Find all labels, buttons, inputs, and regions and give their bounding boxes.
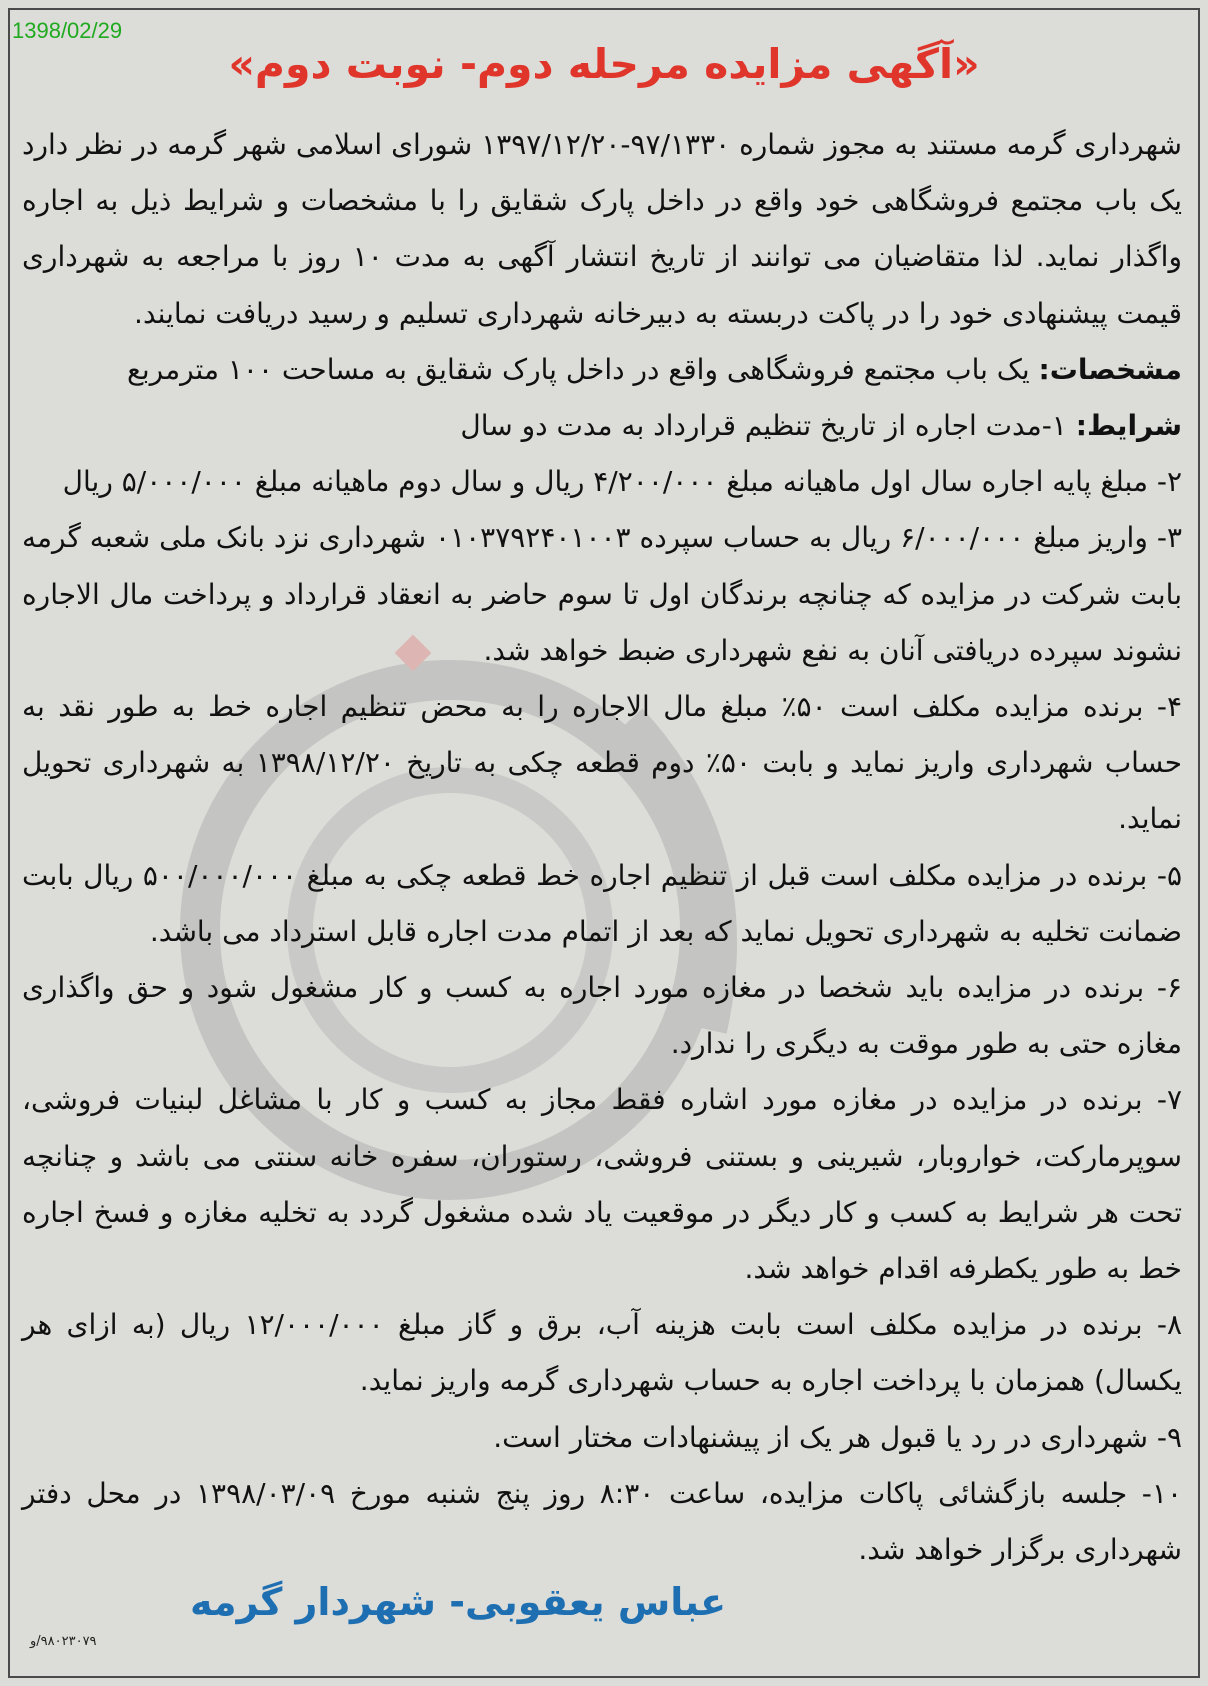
reference-code: ۹۸۰۲۳۰۷۹/و — [30, 1634, 97, 1649]
condition-item: ۷- برنده در مزایده در مغازه مورد اشاره فقط مجاز به کسب و کار با مشاغل لبنیات فروشی، سوپرمارکت، خواروبار، شیرینی و بستنی فروشی، رستوران، سفره خانه سنتی می باشد و چنانچه تحت هر شرایط به کسب و کار دیگر در موقعیت یاد شده مشغول گردد به تخلیه مغازه و فسخ اجاره خط به طور یکطرفه اقدام خواهد شد. — [22, 1083, 1182, 1286]
specs-paragraph — [22, 342, 1182, 398]
condition-item: ۵- برنده در مزایده مکلف است قبل از تنظیم اجاره خط قطعه چکی به مبلغ ۵۰۰/۰۰۰/۰۰۰ ریال بابت ضمانت تخلیه به شهرداری تحویل نماید که بعد از اتمام مدت اجاره قابل استرداد می باشد. — [22, 858, 1182, 948]
conditions-label: شرایط: — [1075, 409, 1182, 443]
condition-item: ۲- مبلغ پایه اجاره سال اول ماهیانه مبلغ ۴/۲۰۰/۰۰۰ ریال و سال دوم ماهیانه مبلغ ۵/۰۰۰/۰۰۰ ریال — [62, 465, 1182, 499]
intro-paragraph: شهرداری گرمه مستند به مجوز شماره ۹۷/۱۳۳۰-۱۳۹۷/۱۲/۲۰ شورای اسلامی شهر گرمه در نظر دارد یک باب مجتمع فروشگاهی خود واقع در داخل پارک شقایق را با مشخصات و شرایط ذیل به اجاره واگذار نماید. لذا متقاضیان می توانند از تاریخ انتشار آگهی به مدت ۱۰ روز با مراجعه به شهرداری قیمت پیشنهادی خود را در پاکت دربسته به دبیرخانه شهرداری تسلیم و رسید دریافت نمایند. — [22, 128, 1183, 330]
ad-body — [22, 117, 1182, 1578]
condition-text: ۱-مدت اجاره از تاریخ تنظیم قرارداد به مدت دو سال — [460, 409, 1076, 443]
condition-item: ۴- برنده مزایده مکلف است ۵۰٪ مبلغ مال الاجاره را به محض تنظیم اجاره خط به طور نقد به حساب شهرداری واریز نماید و بابت ۵۰٪ دوم قطعه چکی به تاریخ ۱۳۹۸/۱۲/۲۰ به شهرداری تحویل نماید. — [22, 690, 1182, 836]
condition-item — [22, 398, 1182, 454]
date-stamp: 1398/02/29 — [12, 18, 123, 43]
condition-item: ۳- واریز مبلغ ۶/۰۰۰/۰۰۰ ریال به حساب سپرده ۰۱۰۳۷۹۲۴۰۱۰۰۳ شهرداری نزد بانک ملی شعبه گرمه بابت شرکت در مزایده که چنانچه برندگان اول تا سوم حاضر به انعقاد قرارداد و پرداخت مال الاجاره نشوند سپرده دریافتی آنان به نفع شهرداری ضبط خواهد شد. — [22, 521, 1182, 667]
signature: عباس یعقوبی- شهردار گرمه — [190, 1580, 727, 1624]
condition-item: ۸- برنده در مزایده مکلف است بابت هزینه آب، برق و گاز مبلغ ۱۲/۰۰۰/۰۰۰ ریال (به ازای هر یکسال) همزمان با پرداخت اجاره به حساب شهرداری گرمه واریز نماید. — [22, 1308, 1182, 1398]
condition-item: ۶- برنده در مزایده باید شخصا در مغازه مورد اجاره به کسب و کار مشغول شود و حق واگذاری مغازه حتی به طور موقت به دیگری را ندارد. — [22, 971, 1182, 1061]
specs-label: مشخصات: — [1038, 352, 1182, 386]
condition-item: ۹- شهرداری در رد یا قبول هر یک از پیشنهادات مختار است. — [493, 1420, 1182, 1454]
ad-title: «آگهی مزایده مرحله دوم- نوبت دوم» — [228, 40, 980, 88]
specs-text: یک باب مجتمع فروشگاهی واقع در داخل پارک شقایق به مساحت ۱۰۰ مترمربع — [126, 352, 1039, 386]
condition-item: ۱۰- جلسه بازگشائی پاکات مزایده، ساعت ۸:۳۰ روز پنج شنبه مورخ ۱۳۹۸/۰۳/۰۹ در محل دفتر شهرداری برگزار خواهد شد. — [22, 1476, 1182, 1567]
